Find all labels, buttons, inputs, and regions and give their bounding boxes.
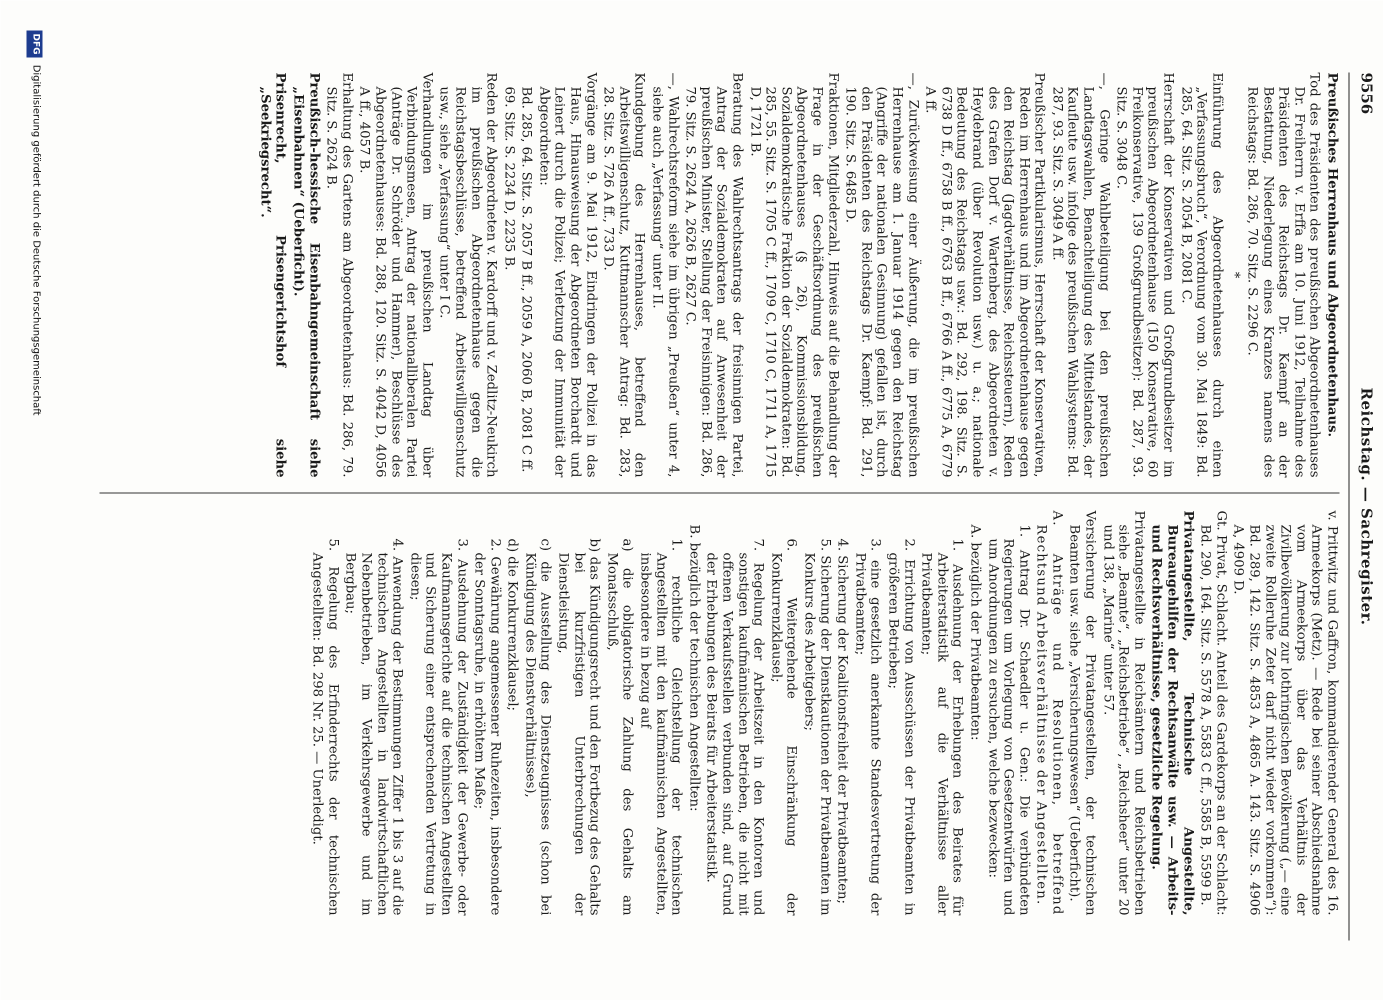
right-column-entry: 2. Gewährung angemessener Ruhezeiten, insbesondere der Sonntagsruhe, in erhöhtem Maße; (471, 538, 502, 915)
right-column-entry: 3. Ausdehnung der Zuständigkeit der Gewerbe- oder Kaufmannsgerichte auf die technischen Angestellten und Sicherung einer entsprechenden Vertretung in diesen; (406, 538, 469, 915)
right-column-entry: Gt. Privat, Schlacht. Anteil des Gardekorps an der Schlacht: Bd. 290, 164. Sitz. S. 5578 A, 5583 C ff., 5585 B, 5599 B. (1197, 510, 1228, 915)
right-column-entry: Privatangestellte, Technische Angestellte, Bureaugehilfen der Rechtsanwälte usw. — Arbeits- und Rechtsverhältnisse, gesetzliche Regelung. (1148, 510, 1195, 915)
page-number: 9556 (1357, 72, 1375, 114)
left-column-entry: Beratung des Wahlrechtsantrags der freisinnigen Partei, Antrag der Sozialdemokraten auf Anwesenheit der preußischen Minister, Stellung der Freisinnigen: Bd. 286, 79. Sitz. S. 2624 A, 2626 B, 2627 C. (682, 72, 745, 477)
right-column-entry: b) das Kündigungsrecht und den Fortbezug des Gehalts bei kurzfristigen Unterbrechungen der Dienstleistung, (555, 538, 602, 915)
right-column-entry: 1. rechtliche Gleichstellung der technischen Angestellten mit den kaufmännischen Angestellten, insbesondere in bezug auf (637, 538, 684, 915)
dfg-logo: DFG (26, 30, 42, 57)
left-column-entry: Einführung des Abgeordnetenhauses durch einen „Verfassungsbruch“, Verordnung vom 30. Mai 1849: Bd. 285, 64. Sitz. S. 2054 B, 2081 C. (1177, 72, 1224, 477)
right-column-entry: 5. Sicherung der Dienstkautionen der Privatbeamten im Konkurs des Arbeitgebers; (801, 538, 832, 915)
left-column-entry: Bd. 285, 64. Sitz. S. 2057 B ff., 2059 A, 2060 B, 2081 C ff. (518, 86, 534, 472)
left-column-entry: Kundgebung des Herrenhauses, betreffend den Arbeitswilligenschutz, Kuttmannscher Antrag: Bd. 283, 28. Sitz. S. 726 A ff., 733 D. (600, 72, 647, 477)
right-column (39, 510, 1339, 915)
left-column-entry: Herrschaft der Konservativen und Großgrundbesitzer im preußischen Abgeordnetenhause (150 Konservative, 60 Freikonservative, 139 Großgrundbesitzer): Bd. 287, 93. Sitz. S. 3048 C. (1113, 72, 1176, 477)
left-column-entry: Preußischer Partikularismus, Herrschaft der Konservativen, Reden im Herrenhaus und im Abgeordnetenhause gegen den Reichstag (Jagdverhältnisse, Reichssteuern), Reden des Grafen Dorf v. Wartenberg, des Abgeordneten v. Heydebrand (über Revolution usw.) u. a.; nationale Bedeutung des Reichstags usw.: Bd. 292, 198. Sitz. S. 6738 D ff., 6758 B ff., 6763 B ff., 6766 A ff., 6775 A, 6779 A ff. (922, 72, 1047, 477)
right-column-entry: 4. Sicherung der Koalitionsfreiheit der Privatbeamten; (834, 538, 850, 904)
page-header (1349, 72, 1377, 940)
right-column-entry: A. Anträge und Resolutionen, betreffend Rechtsund Arbeitsverhältnisse der Angestellten. (1033, 510, 1064, 915)
left-column-entry: —, Zurückweisung einer Äußerung, die im preußischen Herrenhause am 1. Januar 1914 gegen den Reichstag (Angriffe der nationalen Gesinnung) gefallen ist, durch den Präsidenten des Reichstags Dr. Kaempf: Bd. 291, 190. Sitz. S. 6485 D. (842, 72, 920, 477)
right-column-entry: v. Prittwitz und Gaffron, kommandierender General des 16. Armeekorps (Metz). — Rede bei seiner Abschiedsnahme vom Armeekorps über das Verhältnis der Zivilbevölkerung zur lothringischen Bevölkerung („— eine zweite Rolleruhe Zeter darf nicht wieder vorkommen“): Bd. 289, 142. Sitz. S. 4853 A, 4865 A. 143. Sitz. S. 4906 A, 4909 D. (1230, 510, 1339, 915)
right-column-entry: 1. Antrag Dr. Schaedler u. Gen.: Die verbündeten Regierungen um Vorlegung von Gesetzentwürfen und um Anordnungen zu ersuchen, welche bezwecken: (984, 524, 1031, 915)
right-column-entry: Privatangestellte in Reichsämtern und Reichsbetrieben siehe „Beamte“, „Reichsbetriebe“, „Reichsheer“ unter 20 und 138, „Marine“ unter 57. (1099, 510, 1146, 915)
left-column-entry: —, Wahlrechtsreform siehe im übrigen „Preußen“ unter 4, siehe auch „Verfassung“ unter II. (649, 72, 680, 477)
left-column-entry: Fraktionen, Mitgliederzahl, Hinweis auf die Behandlung der Frage in der Geschäftsordnung des preußischen Abgeordnetenhauses (§ 26), Kommissionsbildung, Sozialdemokratische Fraktion der Sozialdemokraten: Bd. 285, 55. Sitz. S. 1705 C ff., 1709 C, 1710 C, 1711 A, 1715 D, 1721 B. (746, 72, 840, 477)
left-column-entry: 69. Sitz. S. 2234 D, 2235 B. (500, 86, 516, 270)
left-column-entry: Verhandlungen im preußischen Landtag über Verbindungsmesen, Antrag der nationalliberalen Partei (Anträge Dr. Schröder und Hammer), Beschlüsse des Abgeordnetenhauses: Bd. 288, 120. Sitz. S. 4042 D, 4056 A ff., 4057 B. (356, 72, 434, 477)
right-column-entry: 6. Weitergehende Einschränkung der Konkurrenzklausel; (767, 538, 799, 915)
left-column-entry: Tod des Präsidenten des preußischen Abgeordnetenhauses Dr. Freiherrn v. Erffa am 10. Juni 1912, Teilnahme des Präsidenten des Reichstags Dr. Kaempf an der Bestattung, Niederlegung eines Kranzes namens des Reichstags: Bd. 286, 70. Sitz. S. 2296 C. (1244, 72, 1322, 477)
right-column-entry: Versicherung der Privatangestellten, der technischen Beamten usw. siehe „Versicherungswesen“ (Ueberficht). (1066, 510, 1098, 915)
right-column-entry: 1. Ausdehnung der Erhebungen des Beirates für Arbeiterstatistik auf die Verhältnisse aller Privatbeamten; (918, 538, 965, 915)
right-column-entry: B. bezüglich der technischen Angestellten: (685, 524, 701, 811)
left-column-entry: —, Geringe Wahlbeteiligung bei den preußischen Landtagswahlen, Benachteiligung des Mittelstandes, der Kaufleute usw. infolge des preußischen Wahlsystems: Bd. 287, 93. Sitz. S. 3049 A ff. (1048, 72, 1111, 477)
right-column-entry: 7. Regelung der Arbeitszeit in den Kontoren und sonstigen kaufmännischen Betrieben, die nicht mit offenen Verkaufsstellen verbunden sind, auf Grund der Erhebungen des Beirats für Arbeiterstatistik. (703, 538, 766, 915)
page-title: Reichstag. — Sachregister. (1357, 387, 1375, 625)
right-column-entry: a) die obligatorische Zahlung des Gehalts am Monatsschluß, (603, 538, 635, 915)
right-column-entry: d) die Konkurrenzklausel; (504, 538, 520, 711)
left-column-entry: Vorgänge am 9. Mai 1912, Eindringen der Polizei in das Haus, Hinausweisung der Abgeordneten Borchardt und Leinert durch die Polizei; Verletzung der Immunität der Abgeordneten: (535, 72, 598, 477)
right-column-entry: 2. Errichtung von Ausschüssen der Privatbeamten in größeren Betrieben; (884, 538, 916, 915)
header-rule (1348, 72, 1349, 940)
right-column-entry: 4. Anwendung der Bestimmungen Ziffer 1 bis 3 auf die technischen Angestellten in landwirtschaftlichen Nebenbetrieben, im Verkehrsgewerbe und im Bergbau; (342, 538, 405, 915)
left-column-entry: Preußisch-hessische Eisenbahngemeinschaft siehe „Eisenbahnen“ (Ueberficht). (290, 72, 321, 477)
right-column-entry: 3. eine gesetzlich anerkannte Standesvertretung der Privatbeamten; (851, 538, 883, 915)
left-column (39, 72, 1339, 477)
column-divider (99, 492, 1339, 493)
left-column-entry: Erhaltung des Gartens am Abgeordnetenhaus: Bd. 286, 79. Sitz. S. 2624 B. (323, 72, 354, 477)
left-column-entry: Prisenrecht, Prisengerichtshof siehe „Seekriegsrecht“. (256, 72, 288, 477)
digitization-credit (26, 30, 43, 415)
right-column-entry: 5. Regelung des Erfinderrechts der technischen Angestellten: Bd. 298 Nr. 25. — Unerledigt. (309, 538, 340, 915)
left-column-entry: Reden der Abgeordneten v. Kardorff und v. Zedlitz-Neukirch im preußischen Abgeordnetenhause gegen die Reichstagsbeschlüsse, betreffend Arbeitswilligenschutz usw., siehe „Verfassung“ unter I C. (436, 72, 499, 477)
credit-text: Digitalisierung gefördert durch die Deutsche Forschungsgemeinschaft (30, 64, 41, 416)
right-column-entry: A. bezüglich der Privatbeamten: (966, 524, 982, 740)
left-column-entry: Preußisches Herrenhaus und Abgeordnetenhaus. (1324, 72, 1339, 437)
right-column-entry: c) die Ausstellung des Dienstzeugnisses (schon bei Kündigung des Dienstverhältnisses), (521, 538, 553, 915)
left-column-entry: * (1226, 271, 1242, 278)
